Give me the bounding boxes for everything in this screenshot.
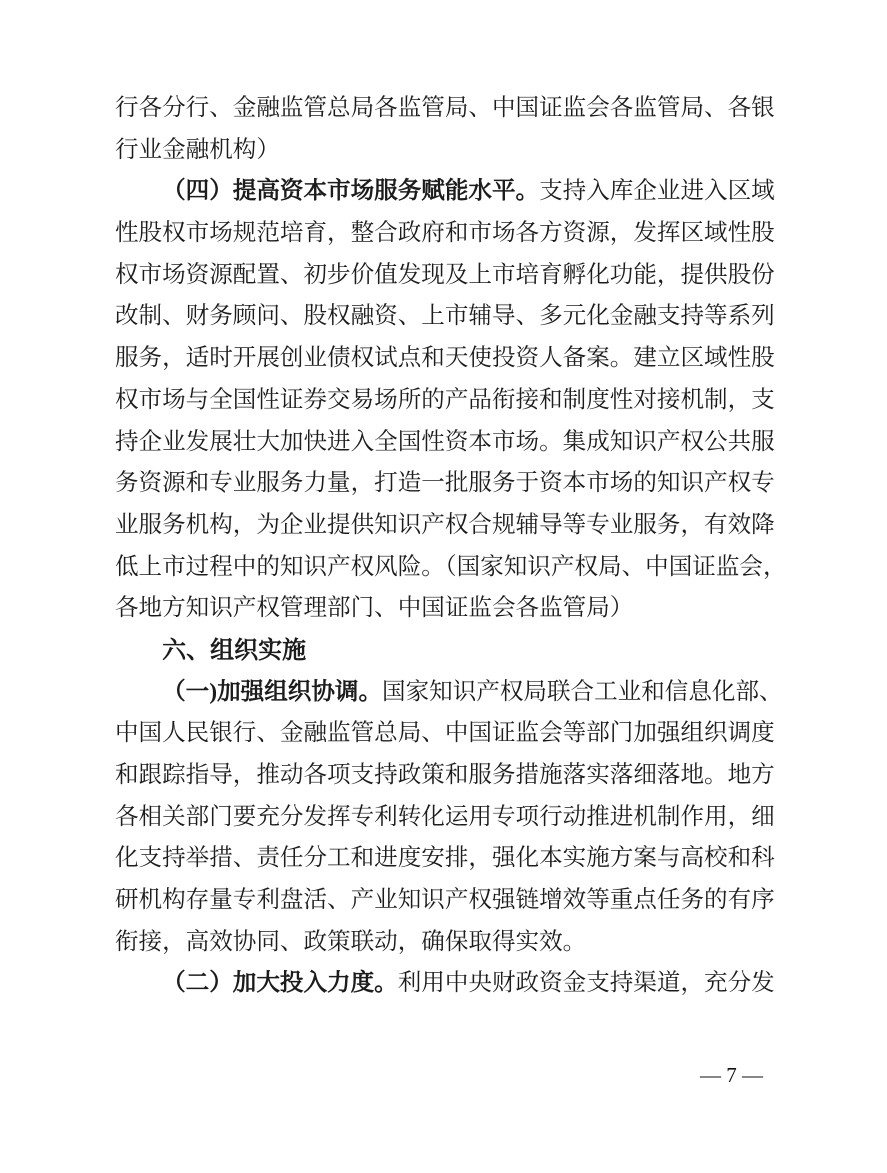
line-text: 国家知识产权局联合工业和信息化部、 bbox=[382, 678, 783, 705]
line-text: 和跟踪指导，推动各项支持政策和服务措施落实落细落地。地方 bbox=[115, 762, 775, 788]
text-line bbox=[115, 963, 775, 1005]
text-line bbox=[115, 380, 775, 422]
text-line bbox=[115, 547, 787, 589]
line-text: 支持入库企业进入区域 bbox=[539, 178, 775, 205]
line-text: 权市场资源配置、初步价值发现及上市培育孵化功能，提供股份 bbox=[115, 261, 775, 288]
bold-lead: （一)加强组织协调。 bbox=[162, 678, 383, 705]
text-line bbox=[115, 171, 775, 213]
line-text: 改制、财务顾问、股权融资、上市辅导、多元化金融支持等系列 bbox=[115, 303, 775, 330]
text-line bbox=[115, 463, 775, 505]
text-line bbox=[115, 338, 775, 380]
line-text: 务资源和专业服务力量，打造一批服务于资本市场的知识产权专 bbox=[115, 470, 775, 497]
line-text: 权市场与全国性证券交易场所的产品衔接和制度性对接机制，支 bbox=[115, 386, 775, 413]
line-text: 行各分行、金融监管总局各监管局、中国证监会各监管局、各银 bbox=[115, 95, 775, 121]
text-line bbox=[115, 422, 775, 464]
text-line bbox=[115, 797, 775, 839]
document-text-block bbox=[115, 88, 787, 1005]
line-text: 低上市过程中的知识产权风险。（国家知识产权局、中国证监会， bbox=[115, 553, 787, 580]
line-text: 利用中央财政资金支持渠道，充分发 bbox=[397, 970, 775, 997]
line-text: 业服务机构，为企业提供知识产权合规辅导等专业服务，有效降 bbox=[115, 511, 775, 538]
text-line bbox=[115, 672, 783, 714]
text-line bbox=[115, 588, 775, 630]
line-text: 衔接，高效协同、政策联动，确保取得实效。 bbox=[115, 928, 587, 955]
text-line bbox=[115, 255, 775, 297]
line-text: 中国人民银行、金融监管总局、中国证监会等部门加强组织调度 bbox=[115, 720, 775, 747]
page-number: — 7 — bbox=[700, 1063, 763, 1087]
bold-lead: （四）提高资本市场服务赋能水平。 bbox=[162, 178, 540, 205]
bold-lead: （二）加大投入力度。 bbox=[162, 970, 398, 997]
line-text: 各地方知识产权管理部门、中国证监会各监管局） bbox=[115, 595, 634, 622]
text-line bbox=[115, 505, 775, 547]
text-line bbox=[115, 880, 775, 922]
line-text: 持企业发展壮大加快进入全国性资本市场。集成知识产权公共服 bbox=[115, 428, 775, 455]
line-text: 服务，适时开展创业债权试点和天使投资人备案。建立区域性股 bbox=[115, 345, 775, 372]
line-text: 性股权市场规范培育，整合政府和市场各方资源，发挥区域性股 bbox=[115, 220, 775, 247]
text-line bbox=[115, 130, 775, 172]
line-text: 化支持举措、责任分工和进度安排，强化本实施方案与高校和科 bbox=[115, 845, 775, 872]
text-line bbox=[115, 838, 775, 880]
text-line bbox=[115, 296, 775, 338]
line-text: 行业金融机构） bbox=[115, 136, 280, 163]
text-line bbox=[115, 755, 775, 797]
text-line bbox=[115, 922, 775, 964]
line-text: 研机构存量专利盘活、产业知识产权强链增效等重点任务的有序 bbox=[115, 887, 775, 914]
text-line bbox=[115, 713, 775, 755]
text-line bbox=[115, 213, 775, 255]
section-heading bbox=[115, 630, 775, 672]
heading-text: 六、组织实施 bbox=[162, 636, 307, 664]
text-line bbox=[115, 88, 775, 130]
line-text: 各相关部门要充分发挥专利转化运用专项行动推进机制作用，细 bbox=[115, 803, 775, 830]
